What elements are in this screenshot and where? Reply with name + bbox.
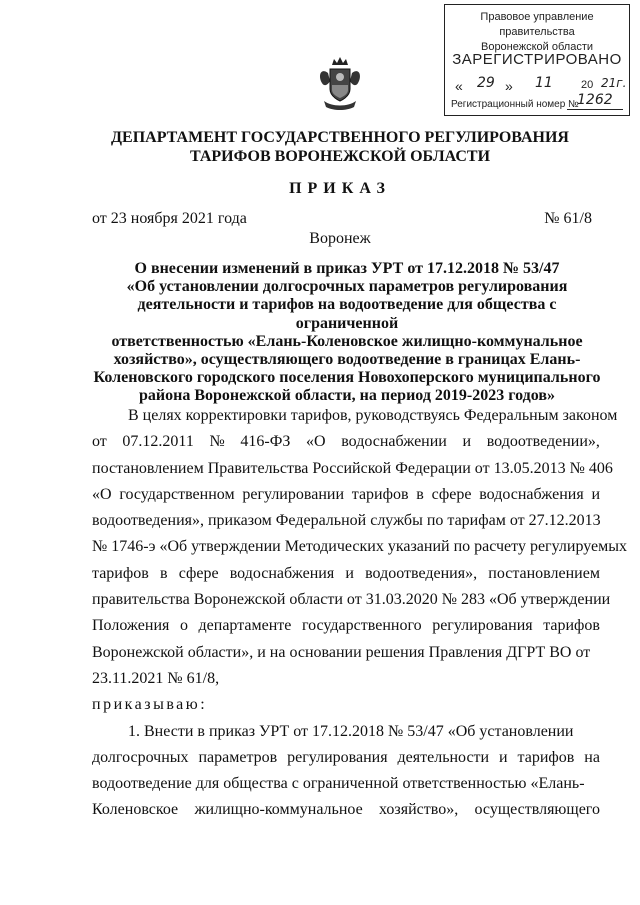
body-line: В целях корректировки тарифов, руководствуясь Федеральным законом [128,407,618,424]
body-word: Положения [92,617,170,635]
body-line: правительства Воронежской области от 31.03.2020 № 283 «Об утверждении [92,591,611,609]
order-number: № 61/8 [544,210,592,227]
order-word: приказываю: [92,696,208,714]
body-word: № [209,433,225,451]
body-word: и [345,564,354,582]
body-word: 07.12.2011 [122,433,194,451]
body-word: тарифов [517,748,575,766]
stamp-quote-close: » [505,78,513,94]
body-word: на [584,748,600,766]
body-word: жилищно-коммунальное [194,801,363,819]
registration-stamp [444,4,630,116]
body-line-justified [92,482,600,508]
body-word: о [179,617,188,635]
body-word: водоснабжения [229,564,335,582]
stamp-registered-label: ЗАРЕГИСТРИРОВАНО [452,51,622,68]
order-title-line: О внесении изменений в приказ УРТ от 17.12.2018 № 53/47 [134,260,560,277]
body-word: в [416,485,424,503]
body-word: в [159,564,168,582]
body-word: водоотведения», [365,564,478,582]
order-title-line: района Воронежской области, на период 2019-2023 годов» [139,387,555,405]
body-word: водоснабжения [479,485,584,503]
body-word: постановлением [488,564,600,582]
body-line: 23.11.2021 № 61/8, [92,669,220,687]
stamp-reg-label: Регистрационный номер № [451,99,579,110]
order-title-line: «Об установлении долгосрочных параметров регулирования [126,278,568,296]
body-word: водоотведении», [486,433,600,451]
order-title-line: Коленовского городского поселения Новохоперского муниципального [93,369,601,387]
department-header-line2: ТАРИФОВ ВОРОНЕЖСКОЙ ОБЛАСТИ [189,148,491,165]
body-word: от [92,433,107,451]
coat-of-arms-icon [318,57,362,111]
stamp-quote-open: « [455,78,463,94]
body-line-justified [92,797,600,823]
order-city: Воронеж [309,230,371,247]
order-body [92,403,627,824]
body-line: водоотведения», приказом Федеральной службы по тарифам от 27.12.2013 [92,512,601,530]
stamp-department [445,10,629,55]
stamp-dept-line1: Правовое управление правительства [480,11,594,38]
body-word: параметров [198,748,278,766]
body-line: Воронежской области», и на основании решения Правления ДГРТ ВО от [92,643,591,661]
order-title-line: деятельности и тарифов на водоотведение для общества с ограниченной [137,296,557,332]
body-word: долгосрочных [92,748,189,766]
body-line-justified [92,745,600,771]
body-word: 416-ФЗ [240,433,291,451]
stamp-year-suffix: 21г. [601,76,627,90]
body-line: постановлением Правительства Российской Федерации от 13.05.2013 № 406 [92,459,613,477]
body-word: сфере [178,564,219,582]
body-line: водоотведение для общества с ограниченной ответственностью «Елань- [92,775,585,793]
order-title [92,260,602,406]
stamp-year-prefix: 20 [581,79,594,91]
body-word: тарифов [351,485,409,503]
stamp-dept-line2: Воронежской области [480,41,593,53]
body-word: деятельности [397,748,490,766]
body-line: 1. Внести в приказ УРТ от 17.12.2018 № 53/47 «Об установлении [128,722,574,740]
body-word: и [462,433,472,451]
stamp-reg-number: 1262 [577,92,613,108]
body-word: регулирования [287,748,388,766]
body-word: государственного [301,617,422,635]
body-word: хозяйство», [379,801,459,819]
body-word: тарифов [92,564,149,582]
body-word: департаменте [198,617,292,635]
body-line: № 1746-э «Об утверждении Методических указаний по расчету регулируемых [92,538,627,556]
department-header-line1: ДЕПАРТАМЕНТ ГОСУДАРСТВЕННОГО РЕГУЛИРОВАНИЯ [111,129,569,146]
order-title-line: ответственностью «Елань-Коленовское жилищно-коммунальное [111,332,583,350]
body-word: и [499,748,508,766]
body-word: тарифов [543,617,600,635]
stamp-month: 11 [535,75,553,91]
document-type: ПРИКАЗ [289,180,391,197]
body-word: государственном [119,485,235,503]
body-line-justified [92,429,600,455]
body-word: водоснабжении [341,433,447,451]
body-line-justified [92,561,600,587]
body-word: регулирования [432,617,533,635]
department-header [60,128,620,166]
order-title-line: хозяйство», осуществляющего водоотведение в границах Елань- [113,351,581,369]
stamp-day: 29 [477,75,495,91]
body-word: «О [92,485,112,503]
body-word: регулировании [242,485,344,503]
body-line-justified [92,613,600,639]
body-word: Коленовское [92,801,179,819]
order-date: от 23 ноября 2021 года [92,210,247,227]
body-word: и [591,485,600,503]
body-word: осуществляющего [474,801,600,819]
body-word: «О [306,433,326,451]
body-word: сфере [431,485,472,503]
